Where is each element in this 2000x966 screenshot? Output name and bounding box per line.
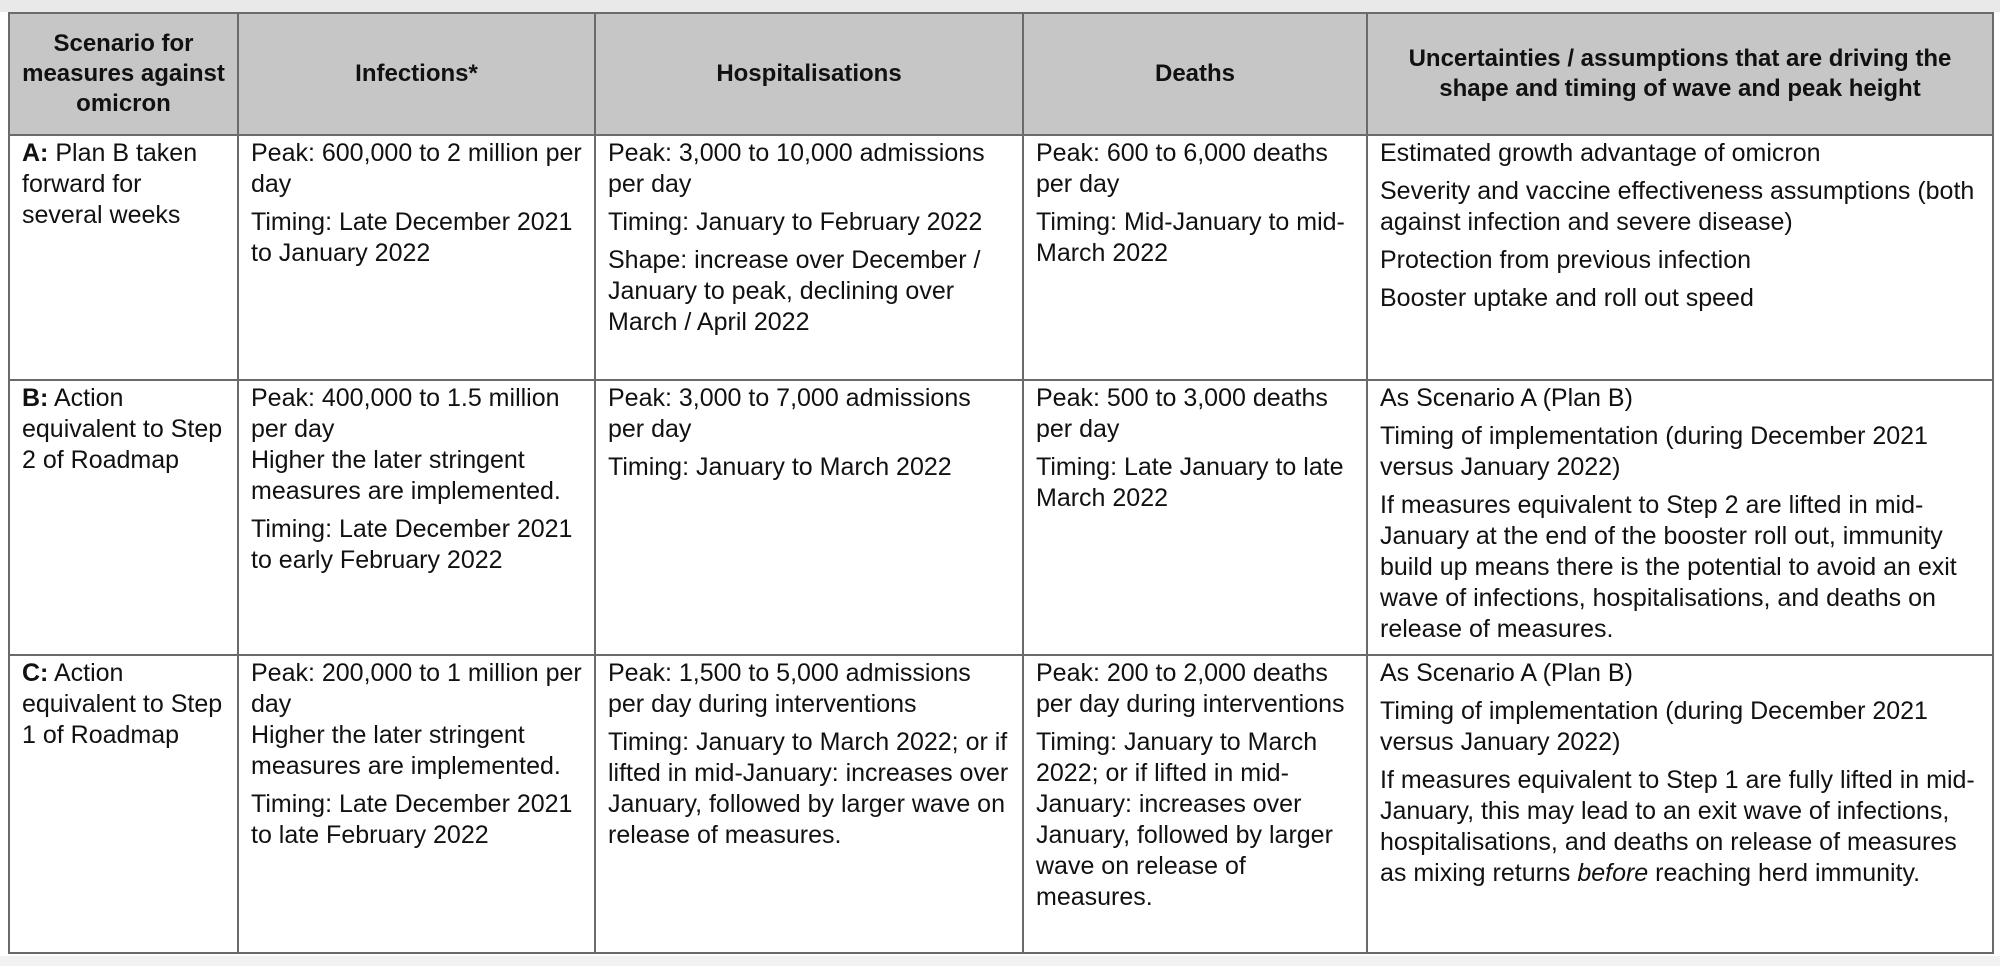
scenario-description: Action equivalent to Step 2 of Roadmap	[22, 383, 223, 474]
uncertainty-item: Timing of implementation (during December 2021 versus January 2022)	[1380, 697, 1928, 757]
hospitalisations-peak: Peak: 3,000 to 10,000 admissions per day	[608, 139, 985, 198]
table-row	[9, 380, 1993, 655]
uncertainty-item: If measures equivalent to Step 2 are lifted in mid-January at the end of the booster roll out, immunity build up means there is the potential to avoid an exit wave of infections, hospitalisations, and deaths on release of measures.	[1380, 490, 1957, 643]
infections-cell	[238, 380, 595, 655]
deaths-peak: Peak: 600 to 6,000 deaths per day	[1036, 139, 1328, 198]
hospitalisations-timing: Timing: January to March 2022; or if lifted in mid-January: increases over January, followed by larger wave on release of measures.	[608, 728, 1009, 850]
hospitalisations-cell	[595, 135, 1023, 380]
hospitalisations-timing: Timing: January to February 2022	[608, 208, 983, 236]
scenario-label: B:	[22, 383, 49, 412]
scenario-cell	[9, 135, 238, 380]
header-row	[9, 13, 1993, 135]
hospitalisations-cell	[595, 655, 1023, 953]
uncertainty-item: Severity and vaccine effectiveness assumptions (both against infection and severe disease)	[1380, 177, 1975, 236]
hospitalisations-shape: Shape: increase over December / January to peak, declining over March / April 2022	[608, 246, 981, 336]
infections-cell	[238, 655, 595, 953]
deaths-cell	[1023, 135, 1367, 380]
infections-note: Higher the later stringent measures are implemented.	[251, 721, 561, 781]
hospitalisations-peak: Peak: 1,500 to 5,000 admissions per day during interventions	[608, 659, 971, 719]
uncertainty-text: reaching herd immunity.	[1655, 859, 1921, 888]
header-uncertainties: Uncertainties / assumptions that are driving the shape and timing of wave and peak height	[1367, 13, 1993, 135]
uncertainty-emphasis: before	[1577, 859, 1649, 888]
table-row	[9, 655, 1993, 953]
scenario-cell	[9, 655, 238, 953]
infections-timing: Timing: Late December 2021 to late February 2022	[251, 790, 573, 850]
scenario-description: Plan B taken forward for several weeks	[22, 139, 198, 229]
hospitalisations-peak: Peak: 3,000 to 7,000 admissions per day	[608, 383, 971, 443]
uncertainty-item: As Scenario A (Plan B)	[1380, 383, 1633, 412]
uncertainty-item: Booster uptake and roll out speed	[1380, 284, 1754, 312]
deaths-peak: Peak: 200 to 2,000 deaths per day during interventions	[1036, 659, 1345, 719]
uncertainty-item: Timing of implementation (during December 2021 versus January 2022)	[1380, 421, 1928, 481]
deaths-timing: Timing: January to March 2022; or if lifted in mid-January: increases over January, followed by larger wave on release of measures.	[1036, 728, 1333, 912]
top-bar	[0, 0, 2000, 12]
uncertainties-cell	[1367, 380, 1993, 655]
infections-peak: Peak: 400,000 to 1.5 million per day	[251, 383, 560, 443]
deaths-cell	[1023, 380, 1367, 655]
uncertainties-cell	[1367, 135, 1993, 380]
omicron-scenarios-table	[8, 12, 1994, 954]
deaths-timing: Timing: Mid-January to mid-March 2022	[1036, 208, 1345, 267]
uncertainty-item: Protection from previous infection	[1380, 246, 1752, 274]
infections-timing: Timing: Late December 2021 to early February 2022	[251, 514, 573, 574]
deaths-peak: Peak: 500 to 3,000 deaths per day	[1036, 383, 1328, 443]
hospitalisations-timing: Timing: January to March 2022	[608, 452, 952, 481]
header-scenario: Scenario for measures against omicron	[9, 13, 238, 135]
uncertainty-text: If measures equivalent to Step 1 are fully lifted in mid-January, this may lead to an exit wave of infections, hospitalisations, and deaths on release of measures as mixing returns	[1380, 766, 1975, 888]
bottom-strip	[0, 956, 2000, 966]
header-infections: Infections*	[238, 13, 595, 135]
scenario-cell	[9, 380, 238, 655]
hospitalisations-cell	[595, 380, 1023, 655]
header-hospitalisations: Hospitalisations	[595, 13, 1023, 135]
header-deaths: Deaths	[1023, 13, 1367, 135]
scenario-label: A:	[22, 139, 49, 167]
scenario-label: C:	[22, 659, 49, 688]
uncertainty-item: As Scenario A (Plan B)	[1380, 659, 1633, 688]
scenario-description: Action equivalent to Step 1 of Roadmap	[22, 659, 223, 750]
deaths-cell	[1023, 655, 1367, 953]
uncertainty-item: Estimated growth advantage of omicron	[1380, 139, 1821, 167]
deaths-timing: Timing: Late January to late March 2022	[1036, 452, 1344, 512]
infections-note: Higher the later stringent measures are implemented.	[251, 445, 561, 505]
infections-timing: Timing: Late December 2021 to January 2022	[251, 208, 573, 267]
infections-cell	[238, 135, 595, 380]
infections-peak: Peak: 200,000 to 1 million per day	[251, 659, 582, 719]
infections-peak: Peak: 600,000 to 2 million per day	[251, 139, 582, 198]
uncertainty-item	[1380, 765, 1980, 889]
table-row	[9, 135, 1993, 380]
uncertainties-cell	[1367, 655, 1993, 953]
